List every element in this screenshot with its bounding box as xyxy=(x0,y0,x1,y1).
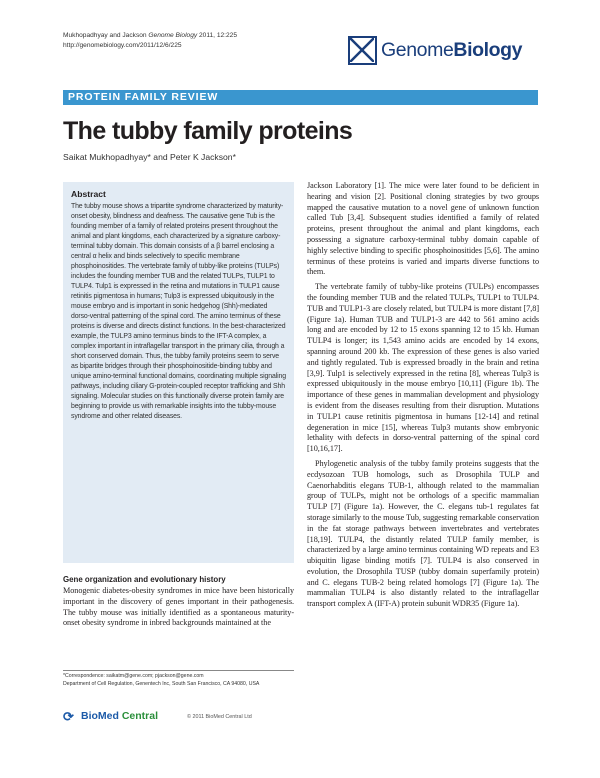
logo-wordmark: GenomeBiology xyxy=(381,39,523,61)
article-authors: Saikat Mukhopadhyay* and Peter K Jackson* xyxy=(63,152,236,162)
running-header xyxy=(63,31,237,51)
genome-biology-logo xyxy=(348,36,548,72)
publisher-name: BioMed Central xyxy=(81,710,159,722)
copyright-line: © 2011 BioMed Central Ltd xyxy=(187,714,252,720)
section-banner xyxy=(63,90,538,105)
section-paragraph: Monogenic diabetes-obesity syndromes in mice have been historically important in the discovery of genes important in their pathogenesis. The tubby mouse was initially identified as a spontaneous maturity-onset obesity syndrome in inbred backgrounds maintained at the xyxy=(63,586,294,628)
correspondence-footnote xyxy=(63,670,294,688)
abstract-box xyxy=(63,182,294,563)
right-column-body xyxy=(307,181,539,610)
correspondence-line: *Correspondence: saikatm@gene.com; pjackson@gene.com xyxy=(63,673,204,679)
right-paragraph-1: Jackson Laboratory [1]. The mice were later found to be deficient in hearing and vision [2]. Positional cloning strategies by two groups mapped the causative mutation to a novel gene of unknown function called Tub [3,4]. Subsequent studies identified a family of related proteins, present throughout the animal and plant kingdoms, each possessing a signature carboxy-terminal tubby domain capable of highly selective binding to specific phosphoinositides [5,6]. The amino terminus of these proteins is varied and imparts diverse functions to them. xyxy=(307,181,539,277)
citation-rest: 2011, 12:225 xyxy=(197,32,238,39)
right-paragraph-3: Phylogenetic analysis of the tubby family proteins suggests that the ecdysozoan TUB homologs, such as Drosophila TULP and Caenorhabditis elegans TUB-1, although related to the mammalian group of TULPs, might not be orthologs of a specific mammalian TULP [7] (Figure 1a). However, the C. elegans tub-1 regulates fat storage similarly to the mouse Tub, suggesting remarkable conservation in the fat storage pathways between invertebrates and vertebrates [18,19]. TULP4, the distantly related TULP family member, is characterized by a large amino terminus containing WD repeats and E3 ubiquitin ligase binding motifs [7]. TULP4 is also conserved in evolution, the Drosophila TUSP (tubby domain superfamily protein) and C. elegans TUB-2 being related homologs [7] (Figure 1a). The mammalian TULP4 is also distantly related to the intraflagellar transport complex A (IFT-A) protein subunit WDR35 (Figure 1a). xyxy=(307,458,539,609)
affiliation-line: Department of Cell Regulation, Genentech Inc, South San Francisco, CA 94080, USA xyxy=(63,680,260,687)
logo-box-icon xyxy=(348,36,377,65)
logo-cross-icon xyxy=(350,38,374,62)
section-heading: Gene organization and evolutionary history xyxy=(63,575,226,584)
banner-label: PROTEIN FAMILY REVIEW xyxy=(68,91,219,103)
abstract-text: The tubby mouse shows a tripartite syndrome characterized by maturity-onset obesity, blindness and deafness. The causative gene Tub is the founding member of a family of related proteins present throughout the animal and plant kingdoms, each characterized by a signature carboxy-terminal tubby domain. This domain consists of a β barrel enclosing a central α helix and binds selectively to specific membrane phosphoinositides. The vertebrate family of tubby-like proteins (TULPs) includes the founding member TUB and the related TULPs, TULP1 to TULP4. Tulp1 is expressed in the retina and mutations in TULP1 cause retinitis pigmentosa in humans; Tulp3 is expressed ubiquitously in the mouse embryo and is important in sonic hedgehog (Shh)-mediated dorso-ventral patterning of the spinal cord. The amino terminus of these proteins is diverse and directs distinct functions. In the best-characterized example, the TULP3 amino terminus binds to the IFT-A complex, a complex important in intraflagellar transport in the primary cilia, through a short conserved domain. Thus, the tubby family proteins seem to serve as bipartite bridges through their phosphoinositide-binding tubby and unique amino-terminal functional domains, coordinating multiple signaling pathways, including ciliary G-protein-coupled receptor trafficking and Shh signaling. Molecular studies on this functionally diverse protein family are beginning to provide us with remarkable insights into the tubby-mouse syndrome and other related diseases. xyxy=(71,203,286,420)
citation-authors: Mukhopadhyay and Jackson xyxy=(63,32,147,39)
right-paragraph-2: The vertebrate family of tubby-like proteins (TULPs) encompasses the founding member TUB and the related TULPs, TULP1 to TULP4. TUB and TULP1-3 are closely related, but TULP4 is more distant [7,8] (Figure 1a). Human TUB and TULP1-3 are 442 to 561 amino acids long and are encoded by 12 to 15 exons spanning 12 to 15 kb. Human TULP4 is longer; its 1,543 amino acids are encoded by 14 exons, spanning around 200 kb. The expression of these genes is also varied and tightly regulated. Tub is expressed broadly in the brain and retina [3,9]. Tulp1 is selectively expressed in the retina [8], whereas Tulp3 is expressed ubiquitously in the mouse embryo [10,11] (Figure 1b). The importance of these genes in mammalian development and physiology is evident from the diseases resulting from their disruption. Mutations in TULP1 cause retinitis pigmentosa in humans [12-14] and retinal degeneration in mice [15], whereas Tulp3 mutants show embryonic lethality with defects in dorso-ventral patterning of the spinal cord [10,16,17]. xyxy=(307,282,539,454)
article-title: The tubby family proteins xyxy=(63,117,353,145)
citation-journal: Genome Biology xyxy=(148,32,198,39)
publisher-footer xyxy=(63,707,303,727)
citation-line xyxy=(63,31,237,41)
left-column-body xyxy=(63,575,294,629)
abstract-heading: Abstract xyxy=(71,189,106,199)
biomed-central-icon: ⟳ xyxy=(63,709,74,724)
article-url[interactable]: http://genomebiology.com/2011/12/6/225 xyxy=(63,42,182,49)
